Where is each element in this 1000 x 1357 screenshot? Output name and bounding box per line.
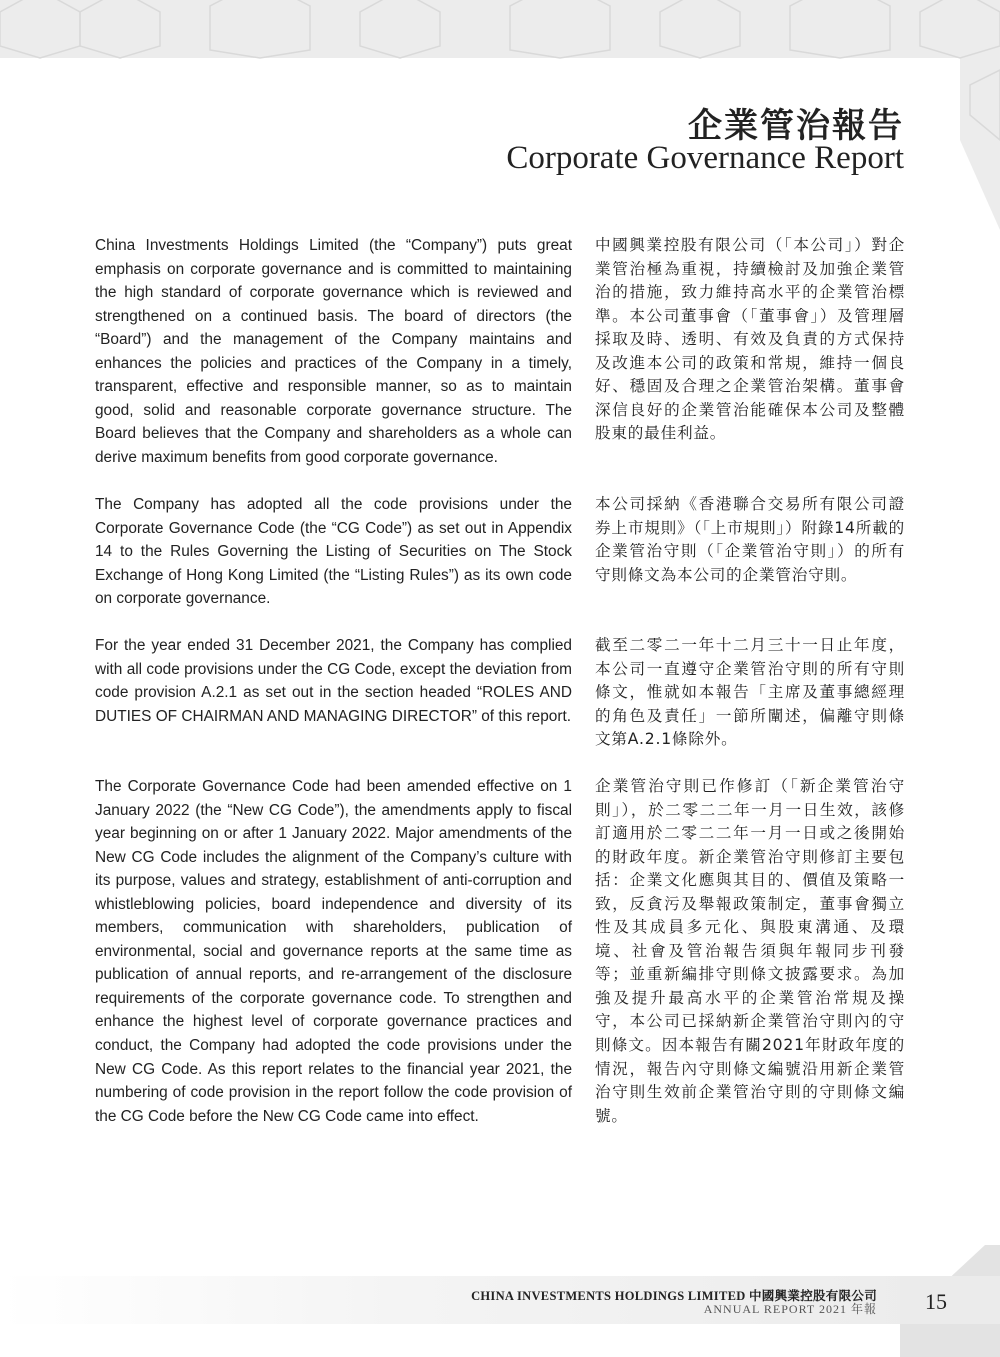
paragraph-cn-4: 企業管治守則已作修訂（「新企業管治守則」），於二零二二年一月一日生效，該修訂適用於二零二二年一月一日或之後開始的財政年度。新企業管治守則修訂主要包括：企業文化應與其目的、價值及策略一致，反貪污及舉報政策制定，董事會獨立性及其成員多元化、與股東溝通、及環境、社會及管治報告須與年報同步刊發等；並重新編排守則條文披露要求。為加強及提升最高水平的企業管治常規及操守，本公司已採納新企業管治守則內的守則條文。因本報告有關2021年財政年度的情況，報告內守則條文編號沿用新企業管治守則生效前企業管治守則的守則條文編號。: [595, 777, 905, 1125]
page-title-chinese: 企業管治報告: [688, 106, 904, 146]
paragraph-cn-1: 中國興業控股有限公司（「本公司」）對企業管治極為重視，持續檢討及加強企業管治的措施，致力維持高水平的企業管治標準。本公司董事會（「董事會」）及管理層採取及時、透明、有效及負責的方式保持及改進本公司的政策和常規，維持一個良好、穩固及合理之企業管治架構。董事會深信良好的企業管治能確保本公司及整體股東的最佳利益。: [595, 236, 905, 443]
paragraph-cn-3: 截至二零二一年十二月三十一日止年度，本公司一直遵守企業管治守則的所有守則條文，惟就如本報告「主席及董事總經理的角色及責任」一節所闡述，偏離守則條文第A.2.1條除外。: [595, 636, 905, 749]
page-title-english: Corporate Governance Report: [506, 140, 904, 176]
footer-report-label: ANNUAL REPORT 2021 年報: [703, 1302, 877, 1316]
paragraph-cn-2: 本公司採納《香港聯合交易所有限公司證券上市規則》（「上市規則」）附錄14所載的企業管治守則（「企業管治守則」）的所有守則條文為本公司的企業管治守則。: [595, 495, 905, 584]
paragraph-en-3: For the year ended 31 December 2021, the Company has complied with all code provisions under the CG Code, except the deviation from code provision A.2.1 as set out in the section headed “ROLES AND DUTIES OF CHAIRMAN AND MANAGING DIRECTOR” of this report.: [95, 637, 572, 725]
footer-company-name: CHINA INVESTMENTS HOLDINGS LIMITED 中國興業控股有限公司: [471, 1289, 877, 1303]
paragraph-en-4: The Corporate Governance Code had been amended effective on 1 January 2022 (the “New CG Code”), the amendments apply to fiscal year beginning on or after 1 January 2022. Major amendments of the New CG Code includes the alignment of the Company’s culture with its purpose, values and strategy, establishment of anti-corruption and whistleblowing policies, board independence and diversity of its members, communication with shareholders, publication of environmental, social and governance reports at the same time as publication of annual reports, and re-arrangement of the disclosure requirements of the corporate governance code. To strengthen and enhance the highest level of corporate governance practices and conduct, the Company had adopted the code provisions under the New CG Code. As this report relates to the financial year 2021, the numbering of code provision in the report follow the code provision of the CG Code before the New CG Code came into effect.: [95, 778, 572, 1125]
page-number: 15: [925, 1289, 947, 1314]
paragraph-en-2: The Company has adopted all the code provisions under the Corporate Governance Code (the “CG Code”) as set out in Appendix 14 to the Rules Governing the Listing of Securities on The Stock Exchange of Hong Kong Limited (the “Listing Rules”) as its own code on corporate governance.: [95, 496, 572, 608]
paragraph-en-1: China Investments Holdings Limited (the “Company”) puts great emphasis on corporate governance and is committed to maintaining the high standard of corporate governance which is reviewed and strengthened on a continued basis. The board of directors (the “Board”) and the management of the Company maintains and enhances the policies and practices of the Company in a timely, transparent, effective and responsible manner, so as to maintain good, solid and reasonable corporate governance structure. The Board believes that the Company and shareholders as a whole can derive maximum benefits from good corporate governance.: [95, 237, 572, 466]
